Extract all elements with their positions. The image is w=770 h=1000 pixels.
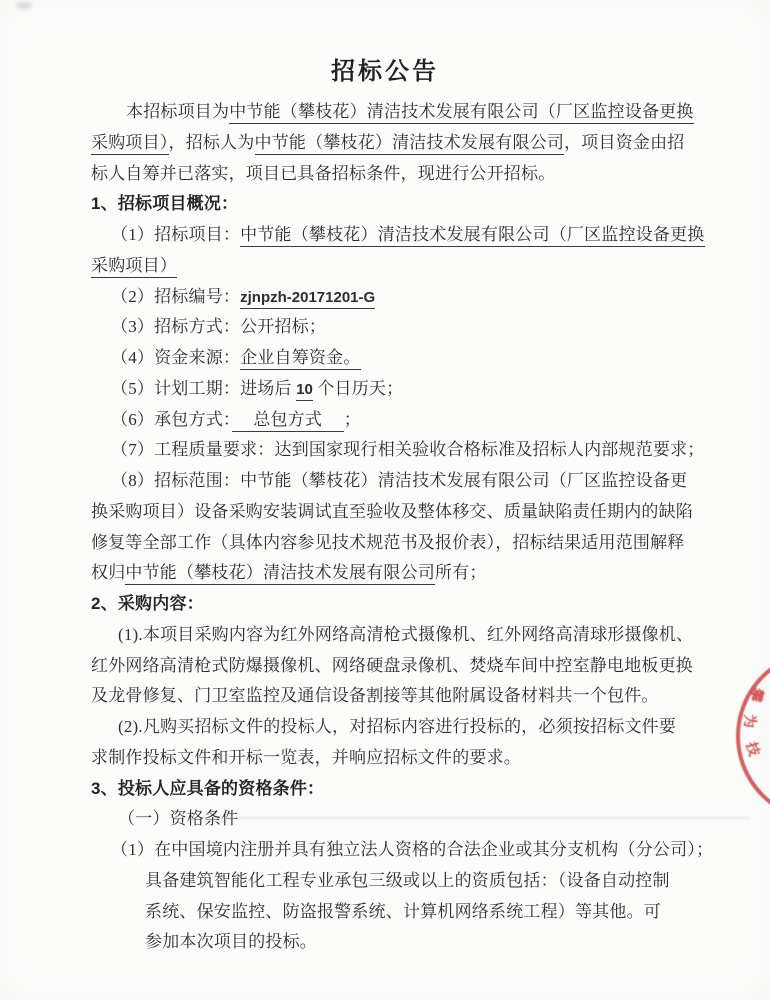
- text: （6）承包方式：: [111, 409, 232, 429]
- doc-line: [91, 220, 705, 251]
- scan-smudge-artifact: [16, 2, 32, 9]
- text: 换采购项目）设备采购安装调试直至验收及整体移交、质量缺陷责任期内的缺陷: [91, 501, 693, 521]
- doc-line: [91, 927, 701, 958]
- text: （8）招标范围：中节能（攀枝花）清洁技术发展有限公司（厂区监控设备更: [111, 471, 688, 490]
- underlined-text: 采购项目）: [91, 133, 169, 155]
- text: （2）招标编号：: [111, 286, 241, 306]
- text: 具备建筑智能化工程专业承包三级或以上的资质包括：（设备自动控制: [145, 870, 670, 890]
- doc-line: [91, 651, 701, 682]
- doc-line: [91, 312, 701, 343]
- text: 修复等全部工作（具体内容参见技术规范书及报价表），招标结果适用范围解释: [91, 532, 685, 552]
- text: ；: [343, 409, 361, 429]
- text: （1）招标项目：: [111, 225, 241, 244]
- text: （5）计划工期：进场后: [111, 378, 297, 398]
- text: 标人自筹并已落实，项目已具备招标条件，现进行公开招标。: [91, 163, 556, 183]
- text: 3、投标人应具备的资格条件：: [91, 778, 325, 798]
- doc-line: [91, 528, 701, 559]
- text: (2).凡购买招标文件的投标人，对招标内容进行投标的，必须按招标文件要: [118, 717, 677, 736]
- underlined-text: 中节能（攀枝花）清洁技术发展有限公司（厂区监控设备更换: [229, 102, 693, 124]
- underlined-text: 中节能（攀枝花）清洁技术发展有限公司: [125, 563, 435, 585]
- underlined-text: 采购项目）: [91, 256, 177, 278]
- scan-streak-artifact: [190, 817, 750, 819]
- text: 1、招标项目概况：: [91, 194, 239, 214]
- underlined-text: 中节能（攀枝花）清洁技术发展有限公司（厂区监控设备更换: [240, 225, 704, 247]
- text: 红外网络高清枪式防爆摄像机、网络硬盘录像机、焚烧车间中控室静电地板更换: [91, 655, 693, 675]
- doc-line: [91, 866, 701, 897]
- doc-line: [91, 128, 701, 159]
- doc-heading-line: [91, 189, 701, 220]
- text: 及龙骨修复、门卫室监控及通信设备割接等其他附属设备材料共一个包件。: [91, 686, 659, 706]
- text: 系统、保安监控、防盗报警系统、计算机网络系统工程）等其他。可: [145, 901, 661, 921]
- doc-line: [91, 374, 701, 405]
- text: 2、采购内容：: [91, 594, 204, 613]
- text: （1）在中国境内注册并具有独立法人资格的合法企业或其分支机构（分公司）；: [111, 840, 714, 859]
- doc-line: [91, 835, 714, 866]
- text: （3）招标方式：公开招标；: [111, 317, 327, 337]
- underlined-text: 10: [296, 381, 313, 401]
- doc-line: [91, 897, 701, 928]
- text: 个日历天；: [312, 378, 404, 398]
- doc-line: [91, 620, 701, 651]
- doc-line: [91, 558, 701, 589]
- text: （一）资格条件: [118, 809, 239, 829]
- underlined-text: 企业自筹资金。: [240, 348, 360, 370]
- doc-line: [91, 681, 701, 712]
- text: （7）工程质量要求：达到国家现行相关验收合格标准及招标人内部规范要求；: [111, 440, 705, 460]
- text: 本招标项目为: [126, 102, 230, 121]
- doc-line: [91, 435, 705, 466]
- text: 权归: [91, 563, 126, 583]
- document-body: [91, 97, 714, 958]
- doc-line: [91, 804, 701, 835]
- seal-ring: [736, 650, 770, 822]
- seal-character: 攀: [747, 686, 767, 704]
- doc-line: [91, 466, 701, 497]
- text: （4）资金来源：: [111, 348, 241, 367]
- text: (1).本项目采购内容为红外网络高清枪式摄像机、红外网络高清球形摄像机、: [118, 624, 694, 644]
- doc-heading-line: [91, 774, 701, 805]
- text: 求制作投标文件和开标一览表，并响应招标文件的要求。: [91, 747, 521, 767]
- seal-character: 为: [742, 714, 758, 728]
- doc-line: [91, 712, 701, 743]
- underlined-text: zjnpzh-20171201-G: [240, 289, 375, 309]
- text: ，项目资金由招: [564, 132, 685, 152]
- seal-character: 技: [743, 739, 763, 759]
- doc-line: [91, 282, 701, 313]
- doc-line: [91, 743, 701, 774]
- doc-heading-line: [91, 589, 701, 620]
- doc-line: [91, 497, 701, 528]
- text: 参加本次项目的投标。: [145, 932, 317, 952]
- page-title: 招标公告: [331, 58, 439, 85]
- text: 所有；: [435, 563, 487, 583]
- doc-line: [91, 97, 701, 128]
- doc-line: [91, 251, 701, 282]
- underlined-text: 总包方式: [232, 410, 344, 432]
- doc-line: [91, 159, 701, 190]
- doc-line: [91, 343, 701, 374]
- doc-line: [91, 405, 701, 436]
- text: ，招标人为: [168, 132, 255, 152]
- underlined-text: 中节能（攀枝花）清洁技术发展有限公司: [255, 133, 565, 155]
- red-seal-stamp: [736, 650, 770, 822]
